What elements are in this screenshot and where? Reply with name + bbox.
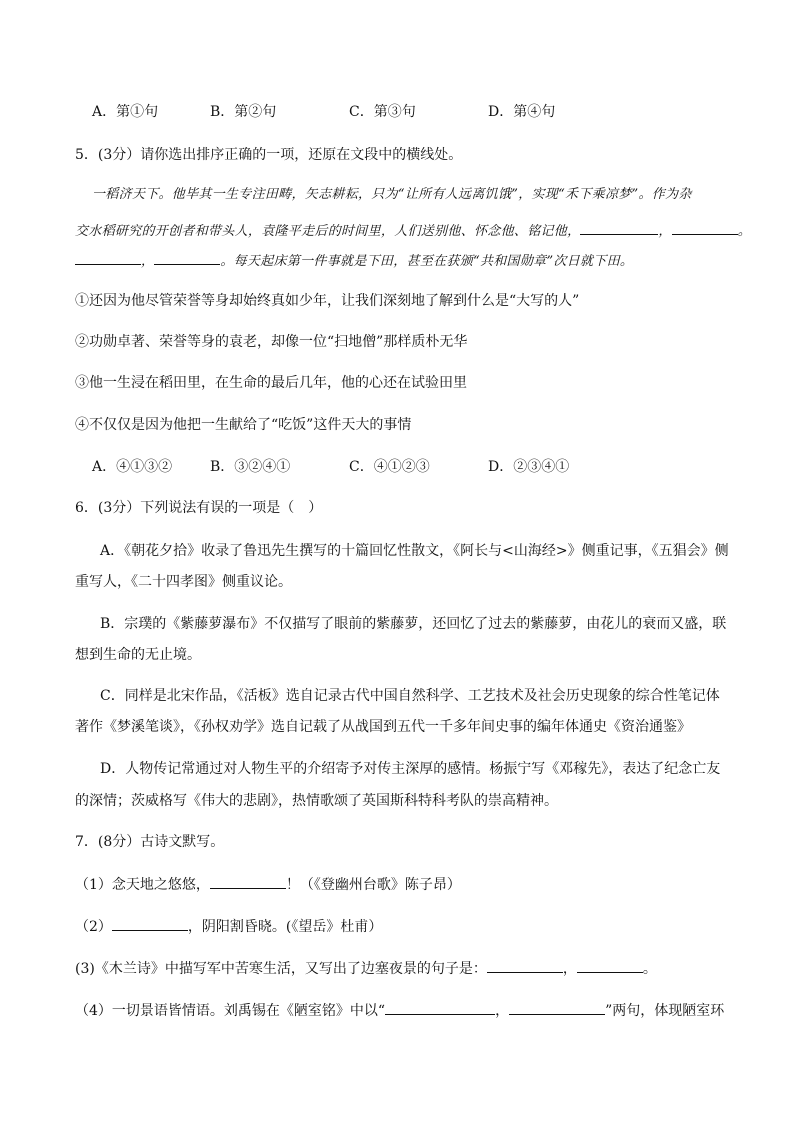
separator: ， (141, 254, 155, 269)
q7-part-3-pre: (3)《木兰诗》中描写军中苦寒生活，又写出了边塞夜景的句子是： (75, 961, 487, 977)
q6-stem: 6．(3分）下列说法有误的一项是（ ） (75, 500, 323, 516)
q4-option-b: B．第②句 (210, 104, 277, 120)
blank (385, 1000, 495, 1015)
q6-option-a-line-1: A．《朝花夕拾》收录了鲁迅先生撰写的十篇回忆性散文，《阿长与<山海经>》侧重记事，《五猖会》侧 (100, 543, 729, 559)
q5-passage-line-3 (75, 250, 633, 272)
q5-passage-line-3-text: 。每天起床第一件事就是下田，甚至在获颁“共和国勋章”次日就下田。 (220, 254, 634, 269)
q5-passage-line-2-text: 交水稻研究的开创者和带头人，袁隆平走后的时间里，人们送别他、怀念他、铭记他， (75, 224, 581, 239)
separator: ， (658, 224, 672, 239)
blank (580, 220, 658, 235)
q5-item-2: ②功勋卓著、荣誉等身的袁老，却像一位“扫地僧”那样质朴无华 (75, 334, 468, 350)
q4-option-a: A．第①句 (92, 104, 159, 120)
q7-part-2 (75, 916, 382, 937)
separator: ， (562, 961, 577, 977)
q7-part-1 (75, 874, 461, 895)
blank (210, 874, 286, 889)
blank (154, 250, 220, 265)
q6-option-d-line-2: 的深情；茨威格写《伟大的悲剧》，热情歌颂了英国斯科特科考队的崇高精神。 (75, 793, 558, 809)
blank (509, 1000, 605, 1015)
blank (75, 250, 141, 265)
q7-part-4 (75, 1000, 724, 1021)
q7-part-4-post: ”两句，体现陋室环 (605, 1003, 725, 1019)
q6-option-c-line-1: C．同样是北宋作品，《活板》选自记录古代中国自然科学、工艺技术及社会历史现象的综合性笔记体 (100, 688, 720, 704)
q4-option-d: D．第④句 (488, 104, 556, 120)
blank (112, 916, 188, 931)
q5-option-b: B．③②④① (210, 459, 291, 475)
q6-option-d-line-1: D．人物传记常通过对人物生平的介绍寄予对传主深厚的感情。杨振宁写《邓稼先》，表达了纪念亡友 (100, 761, 721, 777)
q5-item-4: ④不仅仅是因为他把一生献给了“吃饭”这件天大的事情 (75, 417, 412, 433)
q7-part-2-post: ，阴阳割昏晓。(《望岳》杜甫） (187, 919, 383, 935)
q7-part-2-pre: （2） (75, 919, 112, 935)
q7-part-1-pre: （1）念天地之悠悠， (75, 877, 210, 893)
q5-passage-line-2 (75, 220, 751, 242)
q7-part-4-pre: （4）一切景语皆情语。刘禹锡在《陋室铭》中以“ (75, 1003, 386, 1019)
q4-option-c: C．第③句 (349, 104, 416, 120)
q7-part-3 (75, 958, 657, 979)
q6-option-a-line-2: 重写人，《二十四孝图》侧重议论。 (75, 574, 292, 590)
q6-option-b-line-1: B．宗璞的《紫藤萝瀑布》不仅描写了眼前的紫藤萝，还回忆了过去的紫藤萝，由花儿的衰而又盛，联 (100, 616, 727, 632)
q5-option-d: D．②③④① (488, 459, 570, 475)
separator: 。 (737, 224, 752, 239)
blank (577, 958, 643, 973)
separator: ， (495, 1003, 510, 1019)
blank (487, 958, 563, 973)
q5-option-c: C．④①②③ (349, 459, 430, 475)
q5-option-a: A．④①③② (92, 459, 173, 475)
q5-item-3: ③他一生浸在稻田里，在生命的最后几年，他的心还在试验田里 (75, 375, 467, 391)
q7-part-1-post: ！（《登幽州台歌》陈子昂） (285, 877, 461, 893)
q7-stem: 7．(8分）古诗文默写。 (75, 834, 225, 850)
q6-option-c-line-2: 著作《梦溪笔谈》，《孙权劝学》选自记载了从战国到五代一千多年间史事的编年体通史《资治通鉴》 (75, 719, 691, 735)
blank (672, 220, 738, 235)
q5-stem: 5．(3分）请你选出排序正确的一项，还原在文段中的横线处。 (75, 147, 463, 163)
q6-option-b-line-2: 想到生命的无止境。 (75, 647, 201, 663)
q5-item-1: ①还因为他尽管荣誉等身却始终真如少年，让我们深刻地了解到什么是“大写的人” (75, 293, 580, 309)
q5-passage-line-1: 一稻济天下。他毕其一生专注田畴，矢志耕耘，只为“让所有人远离饥饿”，实现“禾下乘凉梦”。作为杂 (92, 187, 692, 202)
separator: 。 (642, 961, 657, 977)
